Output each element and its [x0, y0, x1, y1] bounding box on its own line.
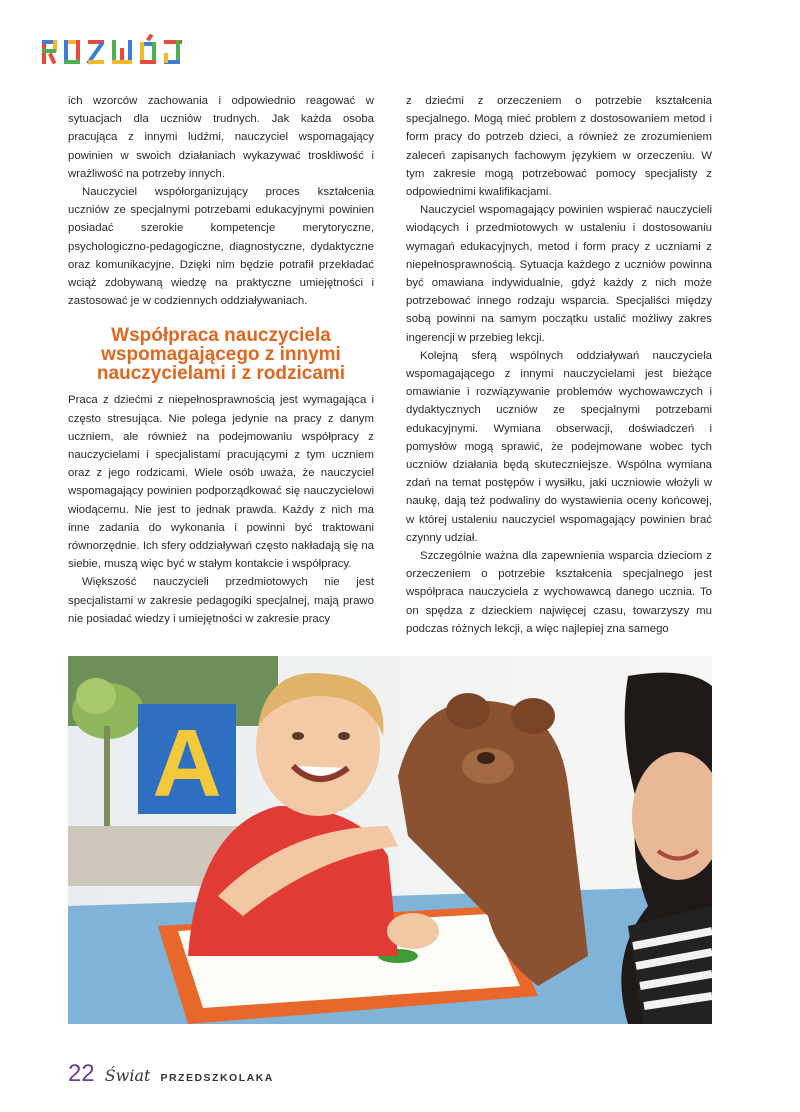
- magazine-name: PRZEDSZKOLAKA: [160, 1072, 274, 1084]
- right-paragraph-4: Szczególnie ważna dla zapewnienia wsparcia dzieciom z orzeczeniem o potrzebie kształcenia specjalnego jest współpraca nauczyciela z wychowawcą danego ucznia. To on spędza z dzieckiem najwięcej czasu, towarzyszy mu podczas różnych lekcji, a więc najlepiej zna samego: [406, 550, 712, 635]
- left-paragraph-4: Większość nauczycieli przedmiotowych nie jest specjalistami w zakresie pedagogiki specjalnej, mają prawo nie posiadać wiedzy i umiejętności w zakresie pracy: [68, 576, 374, 625]
- section-heading: Współpraca nauczyciela wspomagającego z innymi nauczycielami i z rodzicami: [96, 325, 346, 385]
- page-footer: [68, 1060, 274, 1088]
- left-paragraph-2: Nauczyciel współorganizujący proces kształcenia uczniów ze specjalnymi potrzebami edukacyjnymi powinien posiadać szerokie kompetencje merytoryczne, psychologiczno-pedagogiczne, diagnostyczne, dydaktyczne oraz komunikacyjne. Dzięki nim będzie potrafił przekładać wciąż zdobywaną wiedzę na praktyczne umiejętności i zastosować je w codziennych oddziaływaniach.: [68, 186, 374, 308]
- article-photo: [68, 656, 712, 1024]
- magazine-script-title: Świat: [104, 1066, 151, 1085]
- right-paragraph-2: Nauczyciel wspomagający powinien wspierać nauczycieli wiodących i przedmiotowych w ustaleniu i dostosowaniu wymagań edukacyjnych, metod i form pracy z uczniami z niepełnosprawnością. Sytuacja każdego z uczniów powinna być omawiana indywidualnie, gdyż każdy z nich może potrzebować innego rodzaju wsparcia. Specjaliści między sobą powinni na samym początku ustalić możliwy zakres ingerencji w przebieg lekcji.: [406, 204, 712, 344]
- right-paragraph-3: Kolejną sferą wspólnych oddziaływań nauczyciela wspomagającego z innymi nauczycielami jest bieżące omawianie i rozwiązywanie problemów wychowawczych i dydaktycznych uczniów ze specjalnymi potrzebami edukacyjnymi. Wymiana obserwacji, doświadczeń i pomysłów mogą sprawić, że podejmowane wobec tych uczniów działania będą skuteczniejsze. Wspólna wymiana zdań na temat postępów i wysiłku, jaki uczniowie włożyli w naukę, dają też podwaliny do wystawienia oceny końcowej, w której ustaleniu nauczyciel wspomagający powinien brać czynny udział.: [406, 349, 712, 544]
- left-column: [68, 92, 374, 628]
- section-logo: [40, 34, 190, 70]
- rozwoj-logo-graphic: [40, 34, 190, 70]
- svg-text:A: A: [152, 710, 222, 817]
- page-number: 22: [68, 1060, 95, 1087]
- left-paragraph-3: Praca z dziećmi z niepełnosprawnością jest wymagająca i często stresująca. Nie polega jedynie na pracy z danym uczniem, ale również na podejmowaniu współpracy z nauczycielami i specjalistami pracującymi z tym uczniem oraz z jego rodzicami. Wiele osób uważa, że nauczyciel wspomagający powinien podporządkować się nauczycielowi wiodącemu. Nie jest to jednak prawda. Każdy z nich ma inne zadania do wykonania i powinni być traktowani równorzędnie. Ich sfery oddziaływań często nakładają się na siebie, muszą więc być w stałym kontakcie i współpracy.: [68, 394, 374, 571]
- right-column: [406, 92, 712, 638]
- right-paragraph-1: z dziećmi z orzeczeniem o potrzebie kształcenia specjalnego. Mogą mieć problem z dostosowaniem metod i form pracy do potrzeb dzieci, a również ze zrozumieniem zaleceń zapisanych fachowym językiem w orzeczeniu. W tym zakresie mogą potrzebować pomocy specjalisty z odpowiednimi kwalifikacjami.: [406, 95, 712, 199]
- left-paragraph-1: ich wzorców zachowania i odpowiednio reagować w sytuacjach dla uczniów trudnych. Jak każda osoba pracująca z innymi ludźmi, nauczyciel wspomagający powinien w swoich działaniach wykazywać troskliwość i wrażliwość na potrzeby innych.: [68, 95, 374, 180]
- child-with-puppet-illustration: [68, 656, 712, 1024]
